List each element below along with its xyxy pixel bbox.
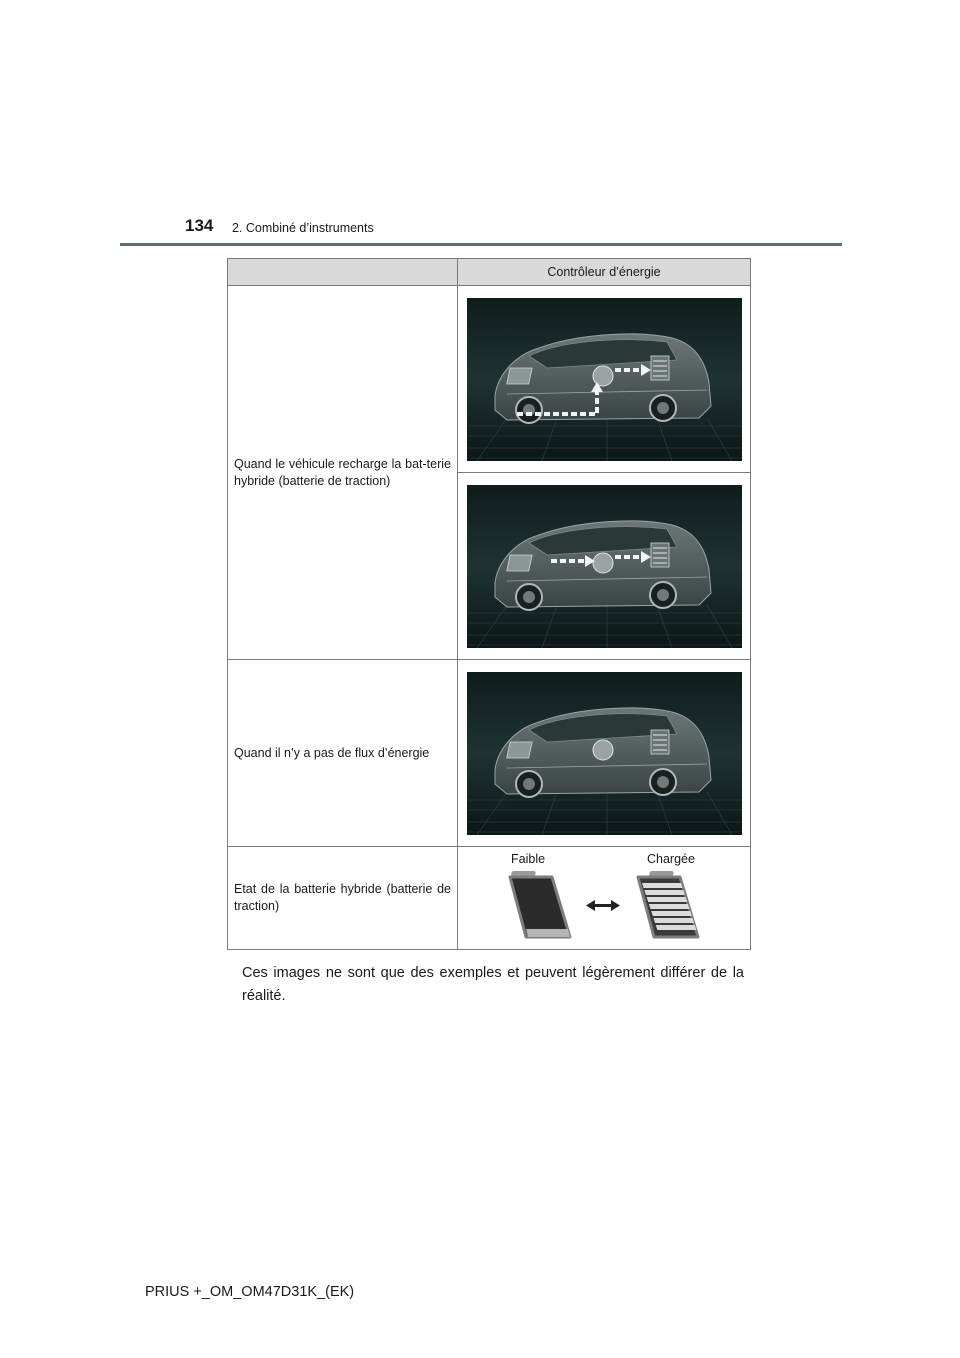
row-label-charging: Quand le véhicule recharge la bat-terie hybride (batterie de traction): [228, 286, 458, 660]
battery-full-label: Chargée: [647, 852, 695, 866]
table-row: [228, 660, 751, 847]
column-header: Contrôleur d’énergie: [458, 259, 751, 286]
car-energy-illustration: [467, 485, 742, 648]
row-label-no-flow: Quand il n’y a pas de flux d’énergie: [228, 660, 458, 847]
section-title: 2. Combiné d’instruments: [232, 221, 374, 235]
table-row: [228, 847, 751, 950]
row-label-battery-state: Etat de la batterie hybride (batterie de traction): [228, 847, 458, 950]
battery-low-label: Faible: [511, 852, 546, 866]
double-arrow-icon: [586, 900, 620, 911]
car-energy-illustration: [467, 298, 742, 461]
note-text: Ces images ne sont que des exemples et peuvent légèrement différer de la réalité.: [242, 965, 744, 1004]
table-row: [228, 286, 751, 473]
energy-flow-image-no-flow: [458, 660, 751, 847]
battery-state-icons: [498, 871, 708, 945]
footer-code: PRIUS +_OM_OM47D31K_(EK): [145, 1284, 355, 1300]
energy-flow-image-charging-engine: [458, 473, 751, 660]
car-energy-illustration: [467, 672, 742, 835]
battery-full-icon: [638, 871, 698, 937]
battery-empty-icon: [510, 871, 570, 937]
energy-monitor-table: [227, 258, 751, 950]
page-number: 134: [185, 216, 214, 235]
table-header-row: [228, 259, 751, 286]
energy-flow-image-charging-regen: [458, 286, 751, 473]
header-rule: [120, 243, 842, 246]
battery-state-cell: [458, 847, 751, 950]
